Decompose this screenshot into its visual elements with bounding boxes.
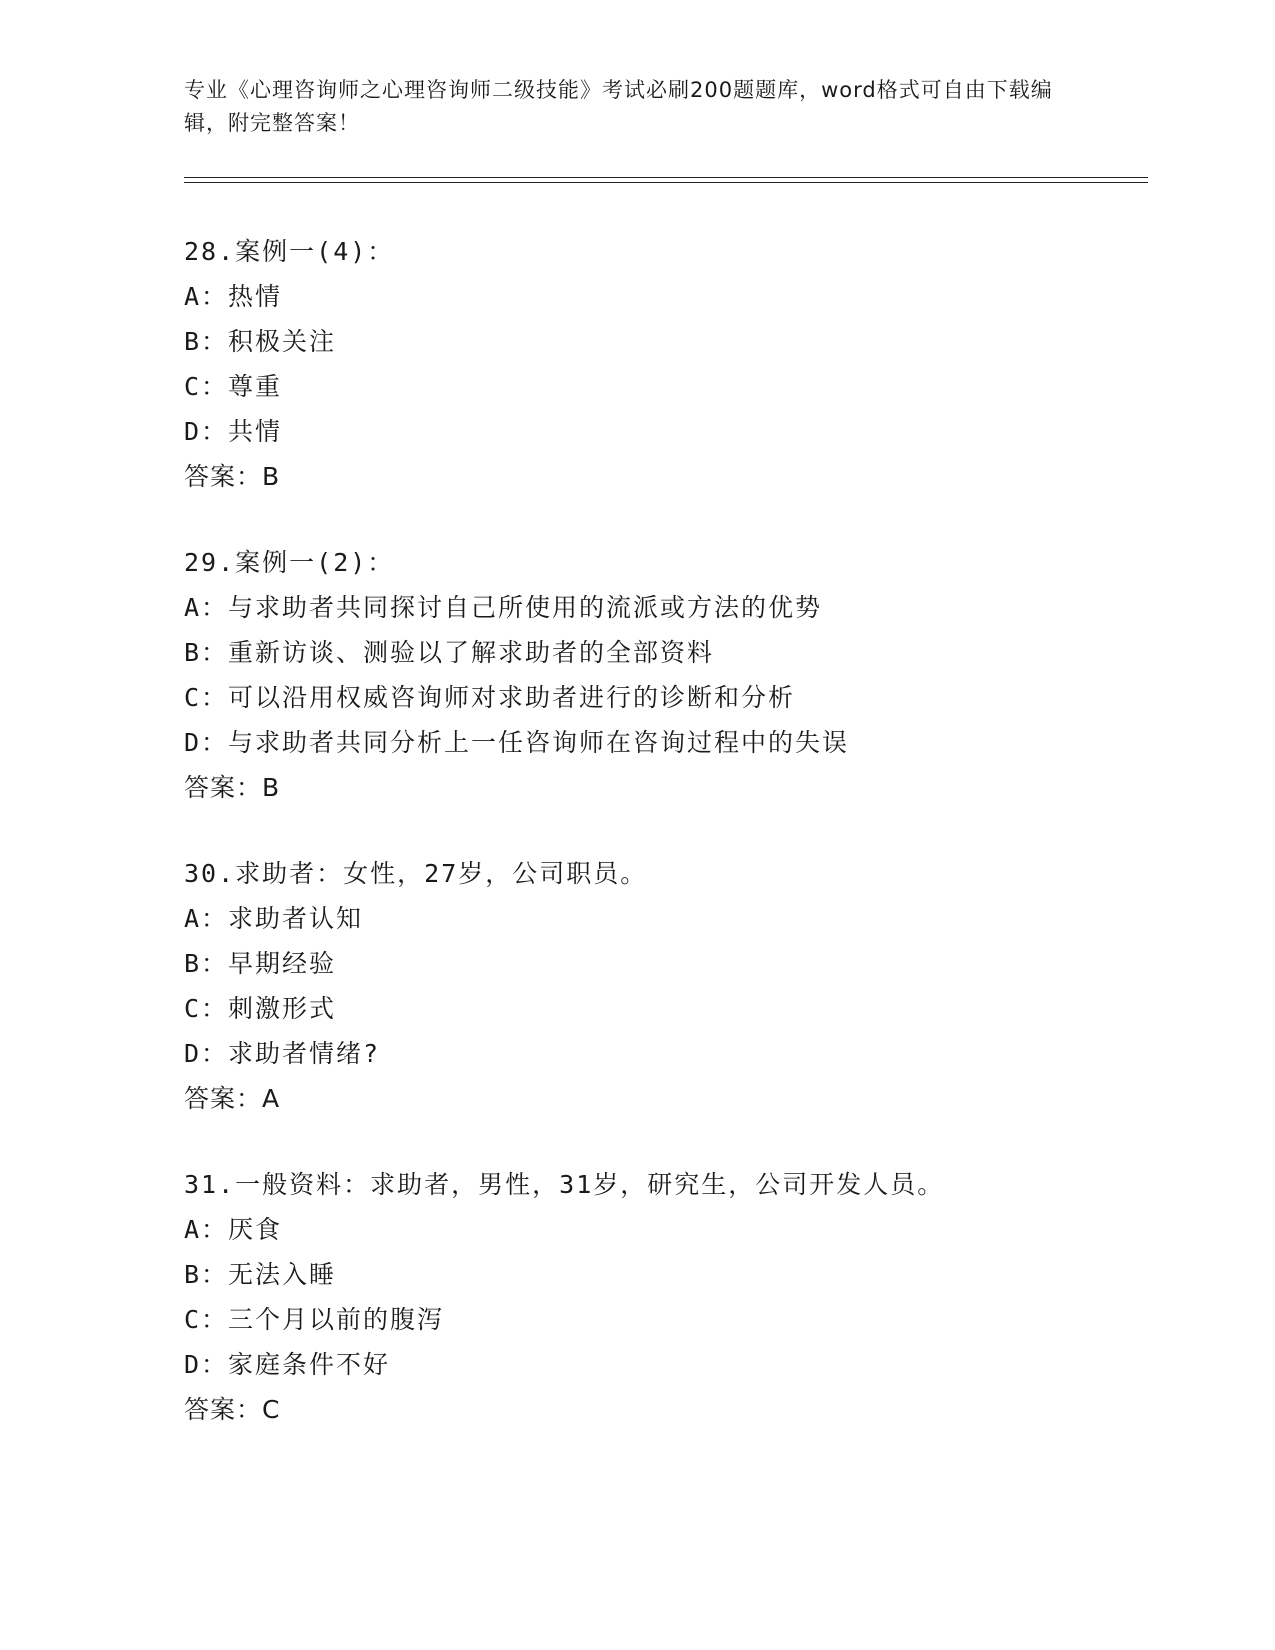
- option-b: B：重新访谈、测验以了解求助者的全部资料: [184, 638, 715, 667]
- question-30: [184, 851, 1144, 1121]
- option-c: C：可以沿用权威咨询师对求助者进行的诊断和分析: [184, 683, 796, 712]
- option-c: C：三个月以前的腹泻: [184, 1305, 445, 1334]
- option-d: D：共情: [184, 417, 283, 446]
- option-c: C：尊重: [184, 372, 283, 401]
- answer: 答案：B: [184, 462, 281, 491]
- option-a: A：求助者认知: [184, 904, 364, 933]
- question-stem: 29.案例一(2)：: [184, 548, 395, 577]
- option-b: B：早期经验: [184, 949, 337, 978]
- header-divider-top: [184, 177, 1148, 178]
- option-c: C：刺激形式: [184, 994, 337, 1023]
- answer: 答案：B: [184, 773, 281, 802]
- option-a: A：与求助者共同探讨自己所使用的流派或方法的优势: [184, 593, 823, 622]
- option-d: D：求助者情绪?: [184, 1039, 381, 1068]
- option-d: D：家庭条件不好: [184, 1350, 391, 1379]
- question-31: [184, 1162, 1144, 1432]
- option-d: D：与求助者共同分析上一任咨询师在咨询过程中的失误: [184, 728, 850, 757]
- header-divider-bottom: [184, 182, 1148, 183]
- question-28: [184, 229, 1144, 499]
- answer: 答案：C: [184, 1395, 281, 1424]
- page-header: 专业《心理咨询师之心理咨询师二级技能》考试必刷200题题库，word格式可自由下载编辑，附完整答案！: [184, 78, 1053, 135]
- option-a: A：厌食: [184, 1215, 283, 1244]
- answer: 答案：A: [184, 1084, 281, 1113]
- question-stem: 30.求助者：女性，27岁，公司职员。: [184, 859, 648, 888]
- question-stem: 28.案例一(4)：: [184, 237, 395, 266]
- option-b: B：无法入睡: [184, 1260, 337, 1289]
- option-b: B：积极关注: [184, 327, 337, 356]
- option-a: A：热情: [184, 282, 283, 311]
- question-stem: 31.一般资料：求助者，男性，31岁，研究生，公司开发人员。: [184, 1170, 945, 1199]
- question-29: [184, 540, 1144, 810]
